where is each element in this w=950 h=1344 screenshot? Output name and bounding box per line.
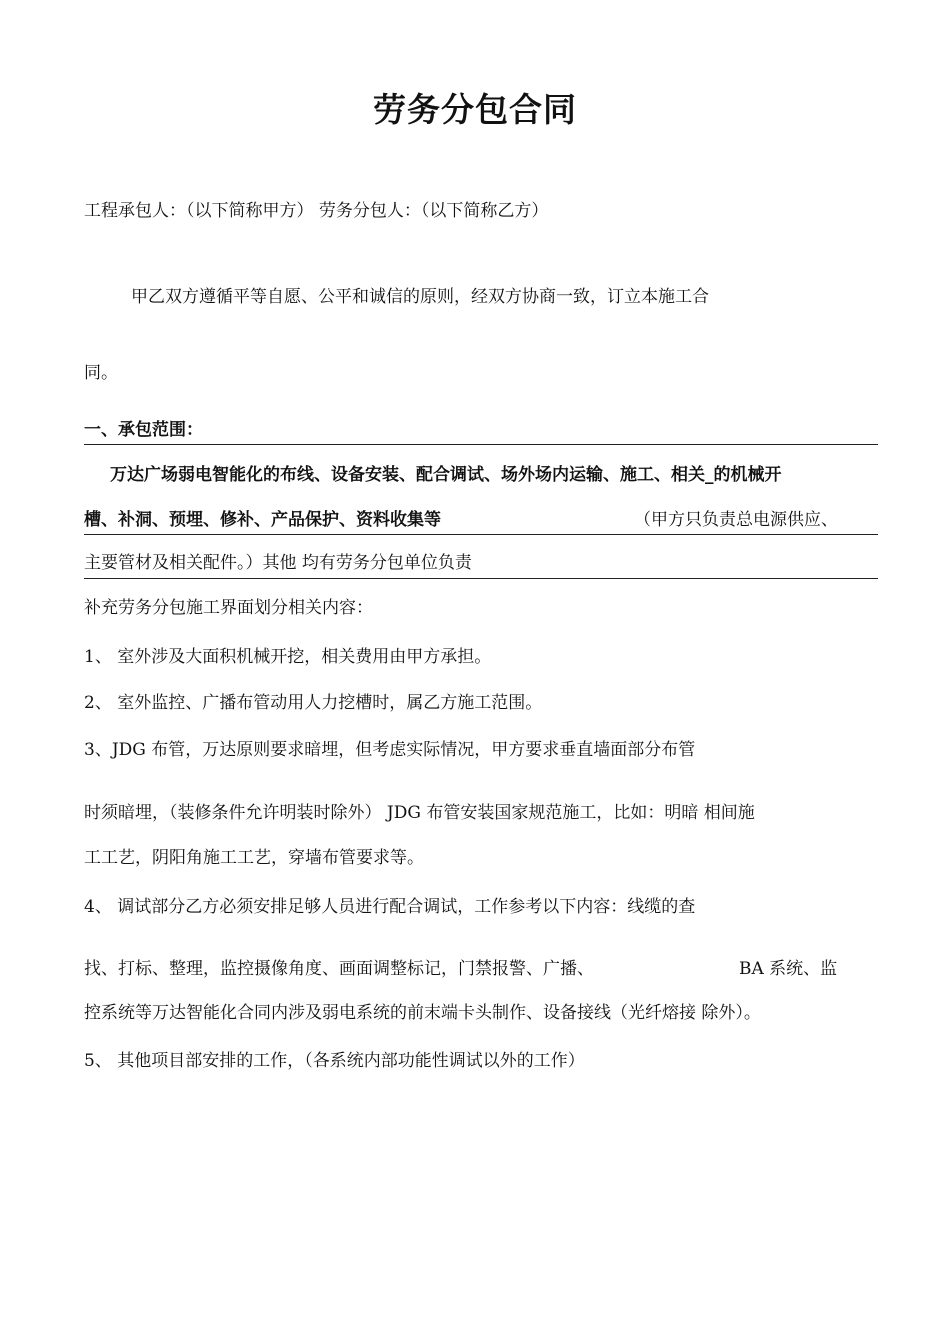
list-item-4-line-2-end: BA 系统、监 [739, 959, 838, 979]
list-item-5: 5、 其他项目部安排的工作，（各系统内部功能性调试以外的工作） [84, 1051, 585, 1071]
scope-line-1: 万达广场弱电智能化的布线、设备安装、配合调试、场外场内运输、施工、相关_的机械开 [110, 465, 782, 485]
list-item-2: 2、 室外监控、广播布管动用人力挖槽时，属乙方施工范围。 [84, 693, 543, 713]
scope-line-2: 槽、补洞、预埋、修补、产品保护、资料收集等 [84, 510, 441, 530]
scope-line-2-note: （甲方只负责总电源供应、 [634, 510, 838, 530]
list-item-4-line-2: 找、打标、整理，监控摄像角度、画面调整标记，门禁报警、广播、 [84, 959, 594, 979]
section-1-heading: 一、承包范围： [84, 420, 203, 440]
underline-rule [84, 444, 878, 445]
list-item-4-line-1: 4、 调试部分乙方必须安排足够人员进行配合调试，工作参考以下内容：线缆的查 [84, 897, 696, 917]
supplement-heading: 补充劳务分包施工界面划分相关内容： [84, 598, 373, 618]
list-item-3-line-2: 时须暗埋，（装修条件允许明装时除外） JDG 布管安装国家规范施工，比如：明暗 相间施 [84, 803, 755, 823]
list-item-1: 1、 室外涉及大面积机械开挖，相关费用由甲方承担。 [84, 647, 492, 667]
intro-paragraph-line-1: 甲乙双方遵循平等自愿、公平和诚信的原则，经双方协商一致，订立本施工合 [131, 287, 709, 307]
scope-line-3: 主要管材及相关配件。）其他 均有劳务分包单位负责 [84, 553, 472, 573]
parties-line: 工程承包人：（以下简称甲方） 劳务分包人：（以下简称乙方） [84, 201, 549, 221]
list-item-3-line-1: 3、JDG 布管，万达原则要求暗埋，但考虑实际情况，甲方要求垂直墙面部分布管 [84, 740, 696, 760]
list-item-4-line-3: 控系统等万达智能化合同内涉及弱电系统的前末端卡头制作、设备接线（光纤熔接 除外）。 [84, 1003, 761, 1023]
underline-rule [84, 534, 878, 535]
document-title: 劳务分包合同 [373, 90, 577, 129]
underline-rule [84, 578, 878, 579]
intro-paragraph-line-2: 同。 [84, 363, 118, 383]
list-item-3-line-3: 工工艺，阴阳角施工工艺，穿墙布管要求等。 [84, 848, 424, 868]
